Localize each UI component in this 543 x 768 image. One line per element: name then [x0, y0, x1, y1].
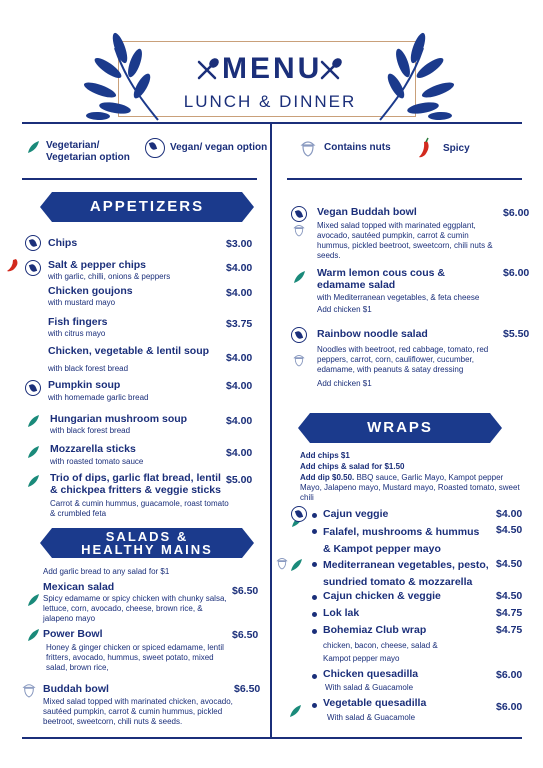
bullet [312, 629, 317, 634]
item-price: $6.50 [234, 683, 261, 695]
item-name: Fish fingers [48, 316, 108, 328]
legend-spicy: Spicy [443, 143, 470, 154]
bullet [312, 529, 317, 534]
item-price: $4.00 [226, 287, 253, 299]
salads-heading: SALADS & HEALTHY MAINS [81, 529, 213, 557]
item-extra: Add chicken $1 [317, 379, 372, 388]
item-description: chicken, bacon, cheese, salad & Kampot pepper mayo [323, 641, 438, 663]
item-description: with roasted tomato sauce [50, 457, 144, 466]
leaf-decoration-right-icon [368, 28, 458, 123]
item-description: Spicy edamame or spicy chicken with chunky salsa, lettuce, corn, avocado, cheese, brown rice, & jalapeno mayo [43, 594, 227, 623]
vegan-icon [25, 235, 41, 251]
item-name: Vegan Buddah bowl [317, 206, 417, 218]
salads-banner [52, 528, 242, 558]
item-description: Carrot & cumin hummus, guacamole, roast tomato & crumbled feta [50, 499, 229, 518]
menu-subtitle: LUNCH & DINNER [183, 92, 357, 111]
vegetarian-leaf-icon [292, 270, 306, 284]
item-name: Pumpkin soup [48, 379, 121, 391]
legend-nuts: Contains nuts [324, 142, 391, 153]
bullet [312, 674, 317, 679]
item-name: Falafel, mushrooms & hummus & Kampot pepper mayo [323, 526, 480, 555]
nuts-icon [22, 682, 36, 698]
column-divider [270, 122, 272, 738]
item-description: with mustard mayo [48, 298, 116, 307]
item-description: with black forest bread [48, 364, 129, 373]
wraps-note-dips [300, 473, 525, 503]
leaf-decoration-left-icon [80, 28, 170, 123]
item-price: $4.75 [496, 624, 523, 636]
item-price: $4.00 [226, 447, 253, 459]
chili-icon [415, 137, 435, 159]
salads-note: Add garlic bread to any salad for $1 [43, 567, 170, 576]
item-price: $6.00 [496, 701, 523, 713]
item-description: with Mediterranean vegetables, & feta cheese [317, 293, 480, 302]
dip-price: Add dip $0.50. [300, 473, 355, 482]
item-price: $6.50 [232, 629, 259, 641]
item-name: Cajun chicken & veggie [323, 590, 441, 602]
item-description: with garlic, chilli, onions & peppers [48, 272, 171, 281]
item-price: $4.50 [496, 590, 523, 602]
header-divider [22, 122, 522, 124]
item-name: Hungarian mushroom soup [50, 413, 188, 425]
vegetarian-leaf-icon [26, 140, 40, 154]
legend-vegetarian: Vegetarian/ Vegetarian option [46, 140, 130, 163]
item-price: $5.50 [503, 328, 530, 340]
item-price: $4.50 [496, 558, 523, 570]
legend-divider-left [22, 178, 257, 180]
item-name: Mexican salad [43, 581, 115, 593]
item-name: Mozzarella sticks [50, 443, 136, 455]
nuts-icon [276, 556, 288, 570]
legend-vegan: Vegan/ vegan option [170, 142, 268, 153]
item-description: with citrus mayo [48, 329, 106, 338]
item-description: With salad & Guacamole [327, 713, 416, 722]
item-price: $4.75 [496, 607, 523, 619]
item-price: $6.50 [232, 585, 259, 597]
cutlery-left-icon [195, 58, 219, 82]
vegan-icon [25, 260, 41, 276]
item-name: Chicken quesadilla [323, 668, 419, 680]
item-name: Chicken goujons [48, 285, 133, 297]
item-name: Chips [48, 237, 78, 249]
item-name: Vegetable quesadilla [323, 697, 427, 709]
item-price: $4.00 [226, 352, 253, 364]
item-price: $6.00 [496, 669, 523, 681]
item-name: Power Bowl [43, 628, 103, 640]
vegetarian-leaf-icon [288, 704, 302, 718]
legend-divider-right [287, 178, 522, 180]
item-price: $3.75 [226, 318, 253, 330]
item-price: $4.00 [226, 415, 253, 427]
vegetarian-leaf-icon [26, 593, 40, 607]
nuts-icon [293, 353, 305, 367]
item-description: Mixed salad topped with marinated eggplant, avocado, sautéed pumpkin, carrot & cumin hummus, pickled beetroot, sweetcorn, chili nuts & seeds. [317, 221, 493, 260]
cutlery-right-icon [318, 58, 342, 82]
item-name: Trio of dips, garlic flat bread, lentil & chickpea fritters & veggie sticks [50, 472, 221, 496]
item-price: $4.00 [226, 262, 253, 274]
item-name: Rainbow noodle salad [317, 328, 428, 340]
vegan-icon [291, 506, 307, 522]
item-description: With salad & Guacamole [325, 683, 414, 692]
wraps-banner [310, 413, 490, 443]
item-price: $3.00 [226, 238, 253, 250]
menu-title: MENU [222, 52, 323, 85]
item-description: with black forest bread [50, 426, 131, 435]
nuts-icon [293, 223, 305, 237]
item-name: Mediterranean vegetables, pesto, sundried tomato & mozzarella [323, 559, 489, 588]
vegan-icon [25, 380, 41, 396]
item-extra: Add chicken $1 [317, 305, 372, 314]
item-price: $6.00 [503, 207, 530, 219]
wraps-heading: WRAPS [367, 419, 433, 436]
bullet [312, 612, 317, 617]
appetizers-heading: APPETIZERS [89, 198, 205, 215]
appetizers-banner [52, 192, 242, 222]
item-price: $6.00 [503, 267, 530, 279]
item-price: $5.00 [226, 474, 253, 486]
vegetarian-leaf-icon [26, 628, 40, 642]
item-name: Chicken, vegetable & lentil soup [48, 345, 210, 357]
vegetarian-leaf-icon [26, 445, 40, 459]
item-name: Buddah bowl [43, 683, 109, 695]
item-description: Mixed salad topped with marinated chicken, avocado, sautéed pumpkin, carrot & cumin hummus, pickled beetroot, sweetcorn, chili nuts & seeds. [43, 697, 233, 726]
chili-icon [4, 258, 22, 272]
item-description: Honey & ginger chicken or spiced edamame, lentil fritters, avocado, hummus, sweet potato, mixed salad, brown rice, [46, 643, 224, 672]
wraps-note-chips: Add chips $1 [300, 451, 350, 460]
item-price: $4.00 [496, 508, 523, 520]
vegetarian-leaf-icon [26, 414, 40, 428]
vegan-icon [291, 206, 307, 222]
vegetarian-leaf-icon [26, 474, 40, 488]
footer-divider [22, 737, 522, 739]
item-name: Lok lak [323, 607, 360, 619]
dip-options: BBQ sauce, Garlic Mayo, Kampot pepper Mayo, Jalapeno mayo, Mustard mayo, Roasted tomato, sweet chili [300, 473, 520, 502]
item-name: Salt & pepper chips [48, 259, 147, 271]
item-name: Warm lemon cous cous & edamame salad [317, 267, 445, 291]
wraps-note-chips-salad: Add chips & salad for $1.50 [300, 462, 405, 471]
item-price: $4.50 [496, 524, 523, 536]
vegan-icon [145, 138, 165, 158]
nuts-icon [300, 139, 316, 157]
vegan-icon [291, 327, 307, 343]
bullet [312, 703, 317, 708]
item-name: Cajun veggie [323, 508, 389, 520]
bullet [312, 513, 317, 518]
item-price: $4.00 [226, 380, 253, 392]
vegetarian-leaf-icon [289, 558, 303, 572]
bullet [312, 595, 317, 600]
bullet [312, 562, 317, 567]
item-name: Bohemiaz Club wrap [323, 624, 427, 636]
item-description: with homemade garlic bread [48, 393, 149, 402]
item-description: Noodles with beetroot, red cabbage, tomato, red peppers, carrot, corn, cauliflower, cucumber, edamame, with peanuts & satay dressing [317, 345, 489, 374]
